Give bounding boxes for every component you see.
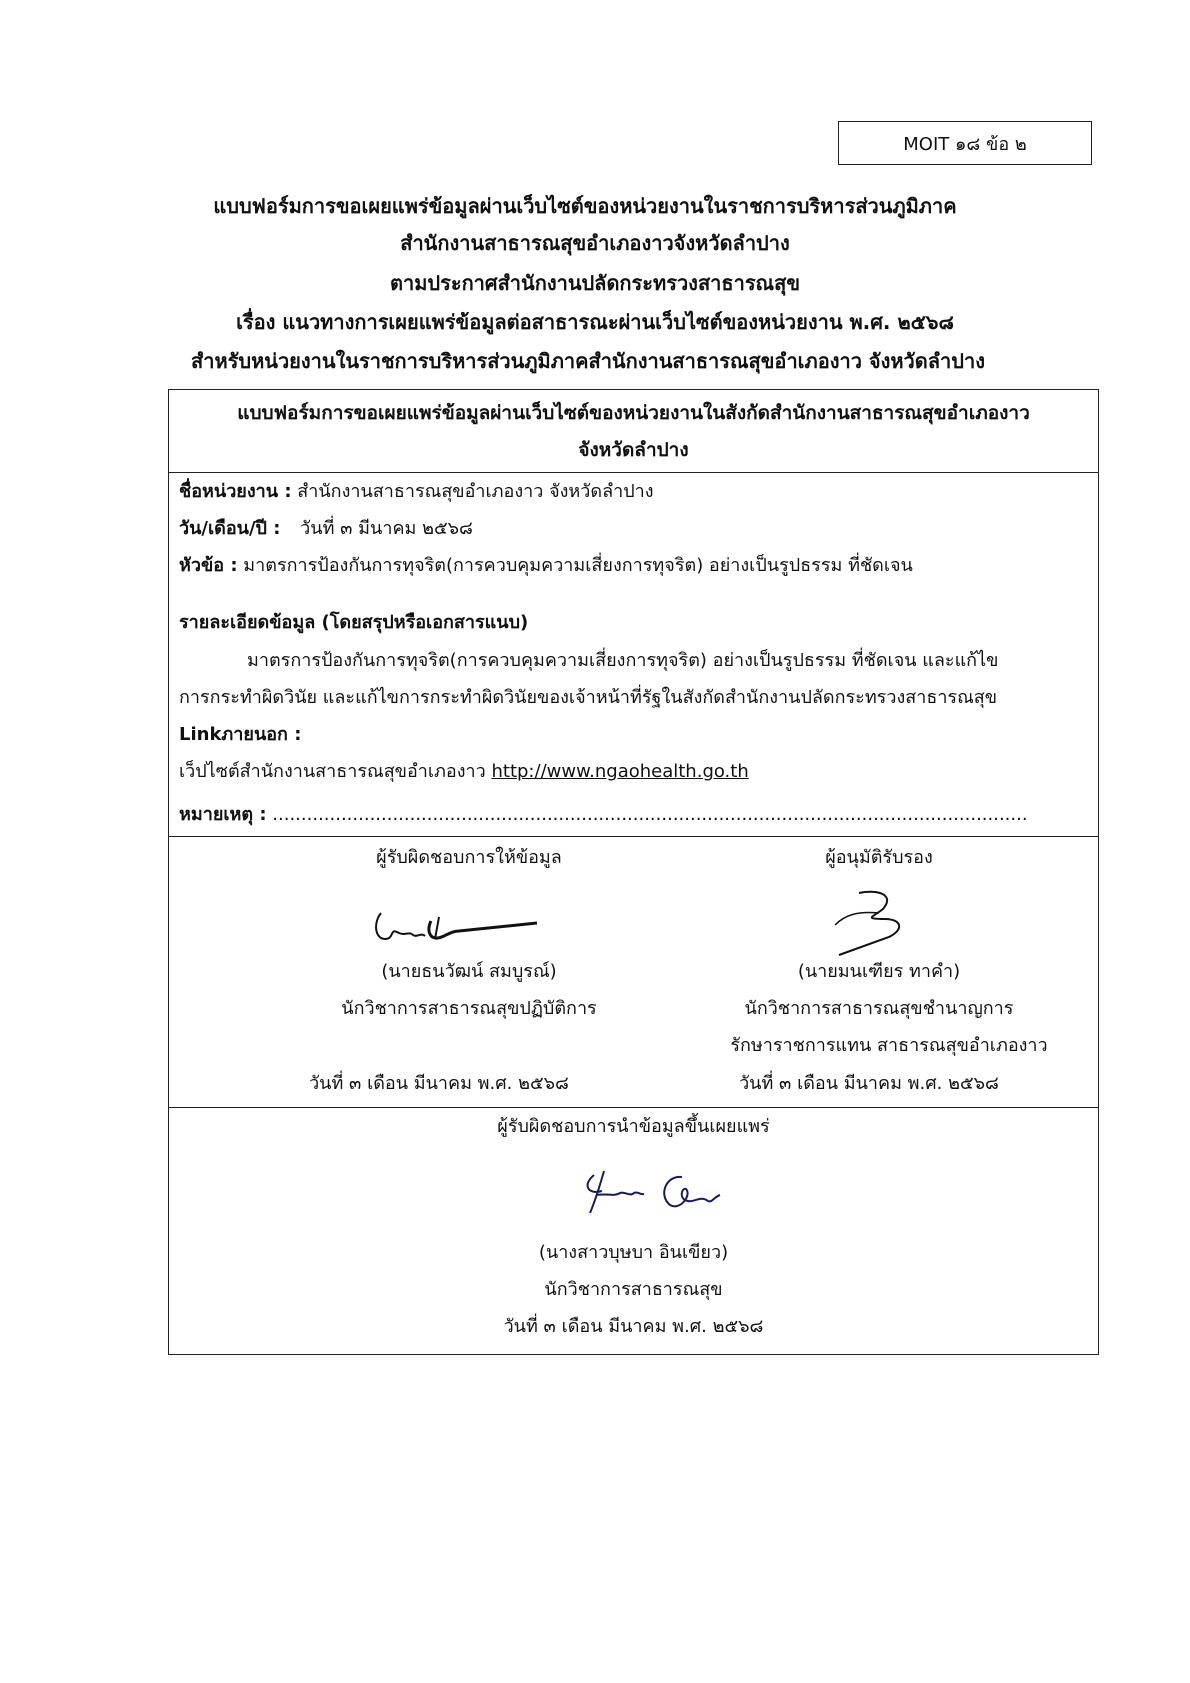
right-signature-icon [829, 885, 919, 960]
detail-label: รายละเอียดข้อมูล (โดยสรุปหรือเอกสารแนบ) [179, 612, 529, 633]
header-line-3: ตามประกาศสำนักงานปลัดกระทรวงสาธารณสุข [389, 271, 800, 295]
left-signer-position: นักวิชาการสาธารณสุขปฏิบัติการ [341, 998, 597, 1019]
right-signer-name: (นายมนเฑียร ทาคำ) [797, 961, 961, 982]
table-divider [169, 1107, 1098, 1108]
header-line-5: สำหรับหน่วยงานในราชการบริหารส่วนภูมิภาคสำนักงานสาธารณสุขอำเภองาว จังหวัดลำปาง [191, 349, 985, 373]
table-divider [169, 836, 1098, 837]
date-value: วันที่ ๓ มีนาคม ๒๕๖๘ [300, 518, 473, 539]
link-prefix: เว็ปไซต์สำนักงานสาธารณสุขอำเภองาว [179, 761, 486, 782]
bottom-signer-position: นักวิชาการสาธารณสุข [544, 1279, 723, 1300]
form-code: MOIT ๑๘ ข้อ ๒ [903, 133, 1027, 155]
bottom-signature-icon [574, 1165, 729, 1220]
table-title-line-1: แบบฟอร์มการขอเผยแพร่ข้อมูลผ่านเว็บไซต์ของหน่วยงานในสังกัดสำนักงานสาธารณสุขอำเภองาว [237, 402, 1030, 424]
detail-line-2: การกระทำผิดวินัย และแก้ไขการกระทำผิดวินัยของเจ้าหน้าที่รัฐในสังกัดสำนักงานปลัดกระทรวงสาธารณสุข [179, 687, 998, 708]
left-signer-date: วันที่ ๓ เดือน มีนาคม พ.ศ. ๒๕๖๘ [309, 1073, 569, 1094]
form-table [168, 389, 1099, 1355]
link-row [179, 757, 749, 787]
unit-row [179, 477, 654, 507]
topic-label: หัวข้อ : [179, 555, 238, 576]
form-code-box [838, 121, 1092, 165]
left-signer-name: (นายธนวัฒน์ สมบูรณ์) [381, 961, 557, 982]
header-line-4: เรื่อง แนวทางการเผยแพร่ข้อมูลต่อสาธารณะผ่านเว็บไซต์ของหน่วยงาน พ.ศ. ๒๕๖๘ [236, 310, 954, 334]
link-label: Linkภายนอก : [179, 724, 302, 745]
header-line-2: สำนักงานสาธารณสุขอำเภองาวจังหวัดลำปาง [400, 231, 790, 255]
left-signature-icon [369, 905, 539, 950]
date-row [179, 514, 473, 544]
right-signer-date: วันที่ ๓ เดือน มีนาคม พ.ศ. ๒๕๖๘ [739, 1073, 999, 1094]
date-label: วัน/เดือน/ปี : [179, 518, 281, 539]
note-dots: .................................................................................................................................... [272, 804, 1028, 825]
right-signer-position: นักวิชาการสาธารณสุขชำนาญการ [744, 998, 1014, 1019]
website-link[interactable]: http://www.ngaohealth.go.th [491, 761, 749, 782]
note-row [179, 800, 1028, 830]
left-signer-role: ผู้รับผิดชอบการให้ข้อมูล [376, 847, 562, 868]
bottom-signer-role: ผู้รับผิดชอบการนำข้อมูลขึ้นเผยแพร่ [497, 1116, 770, 1137]
unit-value: สำนักงานสาธารณสุขอำเภองาว จังหวัดลำปาง [297, 481, 654, 502]
unit-label: ชื่อหน่วยงาน : [179, 481, 292, 502]
note-label: หมายเหตุ : [179, 804, 267, 825]
topic-value: มาตรการป้องกันการทุจริต(การควบคุมความเสี่ยงการทุจริต) อย่างเป็นรูปธรรม ที่ชัดเจน [243, 555, 913, 576]
detail-line-1: มาตรการป้องกันการทุจริต(การควบคุมความเสี่ยงการทุจริต) อย่างเป็นรูปธรรม ที่ชัดเจน และแก้ไข [247, 650, 999, 671]
bottom-signer-date: วันที่ ๓ เดือน มีนาคม พ.ศ. ๒๕๖๘ [503, 1316, 764, 1337]
table-divider [169, 472, 1098, 473]
bottom-signer-name: (นางสาวบุษบา อินเขียว) [538, 1242, 729, 1263]
table-title-line-2: จังหวัดลำปาง [578, 439, 689, 461]
topic-row [179, 551, 913, 581]
header-line-1: แบบฟอร์มการขอเผยแพร่ข้อมูลผ่านเว็บไซต์ของหน่วยงานในราชการบริหารส่วนภูมิภาค [213, 194, 957, 218]
right-signer-acting: รักษาราชการแทน สาธารณสุขอำเภองาว [730, 1035, 1048, 1056]
right-signer-role: ผู้อนุมัติรับรอง [825, 847, 933, 868]
